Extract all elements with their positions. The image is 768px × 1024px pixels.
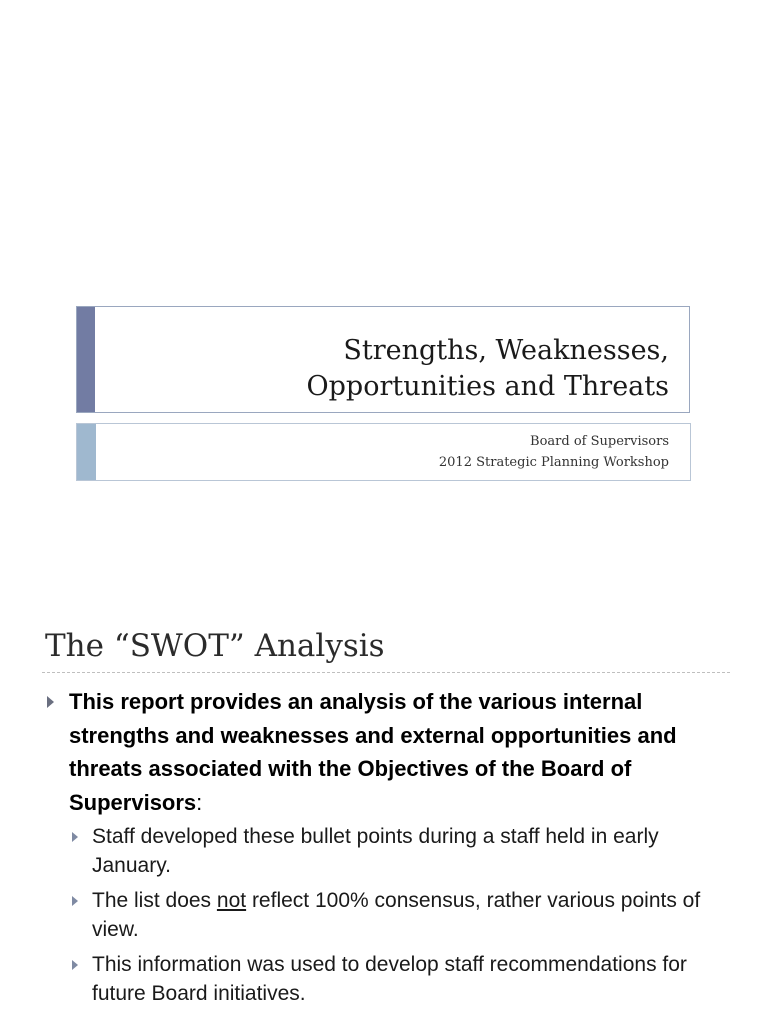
subtitle-line-2: 2012 Strategic Planning Workshop: [438, 455, 669, 470]
swot-slide-title: The “SWOT” Analysis: [45, 628, 385, 664]
main-bullet-text: This report provides an analysis of the various internal strengths and weaknesses and external opportunities and threats associated with the Objectives of the Board of Supervisors: [69, 689, 677, 815]
triangle-right-icon: [72, 832, 78, 842]
main-bullet-colon: :: [196, 789, 203, 815]
slide-title-line-1: Strengths, Weaknesses,: [343, 335, 669, 366]
title-divider: [42, 672, 730, 673]
sub-bullet-text-after: reflect 100% consensus, rather various points of view.: [92, 889, 701, 941]
sub-bullet-list: [72, 822, 727, 1014]
sub-bullet-text: Staff developed these bullet points during a staff held in early January.: [92, 825, 659, 877]
triangle-right-icon: [72, 960, 78, 970]
triangle-right-icon: [72, 896, 78, 906]
title-box: [76, 306, 690, 413]
title-accent-bar: [77, 307, 95, 412]
main-bullet: [69, 685, 729, 819]
sub-bullet: [72, 886, 727, 944]
sub-bullet: [72, 950, 727, 1008]
sub-bullet-text-before: The list does: [92, 889, 217, 912]
triangle-right-icon: [47, 696, 54, 708]
sub-bullet-underlined: not: [216, 889, 247, 912]
subtitle-accent-bar: [77, 424, 96, 480]
sub-bullet-text: This information was used to develop staff recommendations for future Board initiatives.: [92, 953, 687, 1005]
slide-title-line-2: Opportunities and Threats: [306, 371, 669, 402]
slide-title: [307, 333, 669, 405]
slide-subtitle: [439, 431, 669, 473]
sub-bullet: [72, 822, 727, 880]
subtitle-line-1: Board of Supervisors: [530, 434, 669, 449]
subtitle-box: [76, 423, 691, 481]
